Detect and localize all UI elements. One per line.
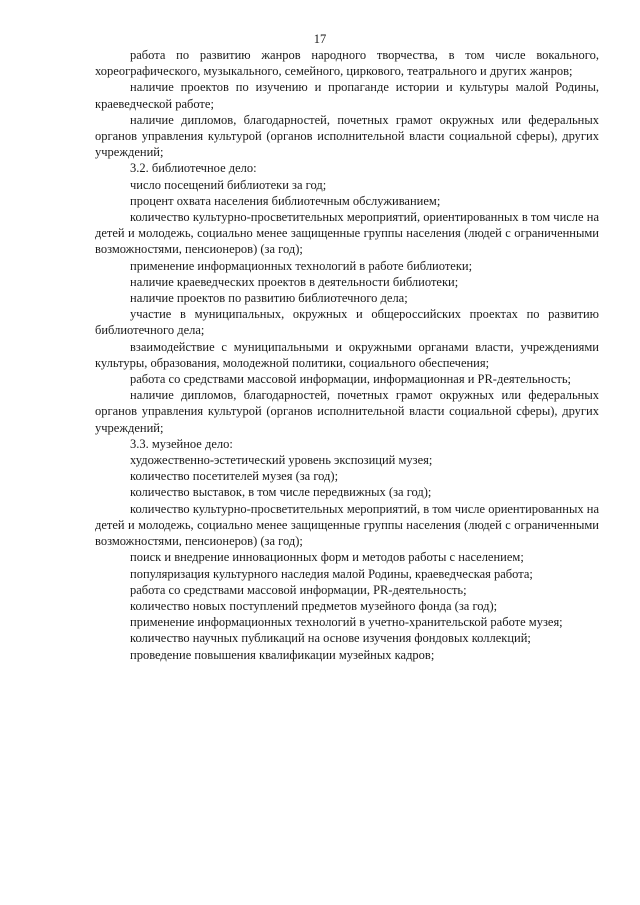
paragraph-museum-visitors: количество посетителей музея (за год);	[130, 469, 339, 484]
section-heading-museum: 3.3. музейное дело:	[130, 436, 233, 451]
paragraph-library-coverage: процент охвата населения библиотечным обслуживанием;	[130, 193, 441, 208]
paragraph-diplomas-culture: наличие дипломов, благодарностей, почетных грамот окружных или федеральных органов управления культурой (органов исполнительной власти социальной сферы), других учреждений;	[95, 112, 599, 160]
section-heading-library: 3.2. библиотечное дело:	[130, 161, 257, 176]
paragraph-folk-genres: работа по развитию жанров народного творчества, в том числе вокального, хореографического, музыкального, семейного, циркового, театрального и других жанров;	[95, 48, 599, 79]
paragraph-library-local-projects: наличие краеведческих проектов в деятельности библиотеки;	[130, 274, 459, 289]
paragraph-library-media: работа со средствами массовой информации, информационная и PR-деятельность;	[130, 372, 571, 387]
paragraph-library-events: количество культурно-просветительных мероприятий, ориентированных в том числе на детей и молодежь, социально менее защищенные группы населения (людей с ограниченными возможностями, пенсионеров) (за год);	[95, 210, 599, 257]
paragraph-museum-exposition: художественно-эстетический уровень экспозиций музея;	[130, 453, 433, 468]
paragraph-library-diplomas: наличие дипломов, благодарностей, почетных грамот окружных или федеральных органов управления культурой (органов исполнительной власти социальной сферы), других учреждений;	[95, 388, 599, 435]
paragraph-museum-heritage: популяризация культурного наследия малой Родины, краеведческая работа;	[130, 566, 533, 581]
paragraph-museum-innovation: поиск и внедрение инновационных форм и методов работы с населением;	[130, 550, 524, 565]
paragraph-library-it: применение информационных технологий в работе библиотеки;	[130, 258, 473, 273]
paragraph-library-development-projects: наличие проектов по развитию библиотечного дела;	[130, 291, 408, 306]
paragraph-museum-publications: количество научных публикаций на основе изучения фондовых коллекций;	[130, 631, 531, 646]
paragraph-museum-media: работа со средствами массовой информации, PR-деятельность;	[130, 582, 467, 597]
document-body	[95, 47, 599, 663]
paragraph-library-visits: число посещений библиотеки за год;	[130, 177, 327, 192]
paragraph-museum-it: применение информационных технологий в учетно-хранительской работе музея;	[130, 615, 563, 630]
paragraph-museum-training: проведение повышения квалификации музейных кадров;	[130, 647, 435, 662]
paragraph-museum-events: количество культурно-просветительных мероприятий, в том числе ориентированных на детей и молодежь, социально менее защищенные группы населения (людей с ограниченными возможностями, пенсионеров) (за год);	[95, 501, 599, 549]
paragraph-library-cooperation: взаимодействие с муниципальными и окружными органами власти, учреждениями культуры, образования, молодежной политики, социального обеспечения;	[95, 339, 599, 370]
paragraph-local-history-projects: наличие проектов по изучению и пропаганде истории и культуры малой Родины, краеведческой работе;	[95, 80, 599, 111]
paragraph-museum-exhibitions: количество выставок, в том числе передвижных (за год);	[130, 485, 432, 500]
paragraph-museum-acquisitions: количество новых поступлений предметов музейного фонда (за год);	[130, 598, 498, 613]
page-number: 17	[313, 32, 327, 46]
paragraph-library-participation: участие в муниципальных, окружных и общероссийских проектах по развитию библиотечного дела;	[95, 307, 599, 338]
